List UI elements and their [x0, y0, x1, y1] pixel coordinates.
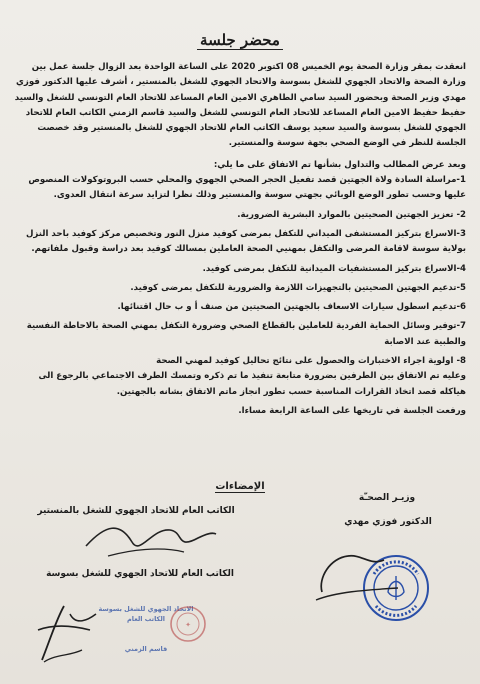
agreement-item-7: 7-توفير وسائل الحماية الفردية للعاملين بالقطاع الصحي وضرورة التكفل بمهني الصحة بالاحاطة النفسية والطبية عند الاصابة — [26, 321, 466, 347]
sousse-signature — [30, 600, 110, 670]
agreement-paragraph: وبعد عرض المطالب والتداول بشأنها تم الاتفاق على ما يلي: — [213, 159, 466, 170]
document-body — [14, 60, 466, 419]
minister-role: وزيـر الصحـّة — [358, 493, 416, 503]
monastir-signature — [80, 516, 220, 560]
svg-text:✦: ✦ — [185, 621, 191, 629]
agreement-item-8: 8- اولوية اجراء الاختبارات والحصول على نتائج تحاليل كوفيد لمهني الصحة — [156, 356, 466, 367]
intro-paragraph: انعقدت بمقر وزارة الصحة يوم الخميس 08 اكتوبر 2020 على الساعة الواحدة بعد الزوال جلسة عمل بين وزارة الصحة والاتحاد الجهوي للشغل بسوسة والاتحاد الجهوي للشغل بالمنستير ، أشرف عليها الدكتور فوزي مهدي وزير الصحة وبحضور السيد سامي الطاهري الامين العام المساعد للاتحاد العام التونسي للشغل والسيد حفيظ حفيظ الامين العام المساعد للاتحاد العام التونسي للشغل والسيد قاسم الزمني الكاتب العام للاتحاد الجهوي للشغل بسوسة والسيد سعيد يوسف الكاتب العام للاتحاد الجهوي للشغل بالمنستير وقد خصصت الجلسة للنظر في الوضع الصحي بجهة سوسة والمنستير. — [14, 62, 466, 149]
agreement-item-2: 2- تعزيز الجهتين الصحيتين بالموارد البشرية الضرورية. — [237, 209, 466, 220]
agreement-item-4: 4-الاسراع بتركيز المستشفيات الميدانية للتكفل بمرضى كوفيد. — [202, 263, 466, 274]
closing-paragraph: ورفعت الجلسة في تاريخها على الساعة الرابعة مساءا. — [238, 405, 466, 416]
agreement-item-1: 1-مراسلة السادة ولاة الجهتين قصد تفعيل الحجر الصحي الجهوي والمحلي حسب البروتوكولات المنصوص عليها وحسب تطور الوضع الوبائي بجهتي سوسة والمنستير وذلك نظرا لتزايد سرعة انتقال العدوى. — [28, 175, 466, 201]
sousse-union-stamp: الاتحاد الجهوي للشغل بسوسة الكاتب العام قاسم الزمني — [98, 605, 194, 653]
agreement-item-5: 5-تدعيم الجهتين الصحيتين بالتجهيزات اللازمة والضرورية للتكفل بمرضى كوفيد. — [130, 282, 466, 293]
agreement-item-3: 3-الاسراع بتركيز المستشفى الميداني للتكفل بمرضى كوفيد منزل النور وتخصيص مركز كوفيد باحد النزل بولاية سوسة لاقامة المرضى والتكفل بمهنيي الصحة العاملين بمسالك كوفيد بعد دراسة وقبول ملفاتهم. — [25, 228, 466, 255]
signatures-heading: الإمضاءات — [215, 481, 265, 492]
sousse-secretary-label: الكاتب العام للاتحاد الجهوي للشغل بسوسة — [46, 569, 234, 579]
minister-signature — [312, 548, 402, 606]
followup-paragraph: وعليه تم الاتفاق بين الطرفين بضرورة متابعة تنفيذ ما تم ذكره وتمسك الطرف الاجتماعي بالرجوع الى هياكله قصد اتخاذ القرارات المناسبة حسب تطور انجاز ماتم الاتفاق بشانه بالجهتين. — [38, 371, 466, 397]
minister-name: الدكتور فوزي مهدي — [344, 517, 432, 527]
monastir-secretary-label: الكاتب العام للاتحاد الجهوي للشغل بالمنستير — [37, 506, 235, 516]
union-round-stamp — [168, 604, 208, 644]
document-title: محضر جلسة — [0, 31, 480, 49]
agreement-item-6: 6-تدعيم اسطول سيارات الاسعاف بالجهتين الصحيتين من صنف أ و ب حال اقتنائها. — [117, 302, 466, 313]
